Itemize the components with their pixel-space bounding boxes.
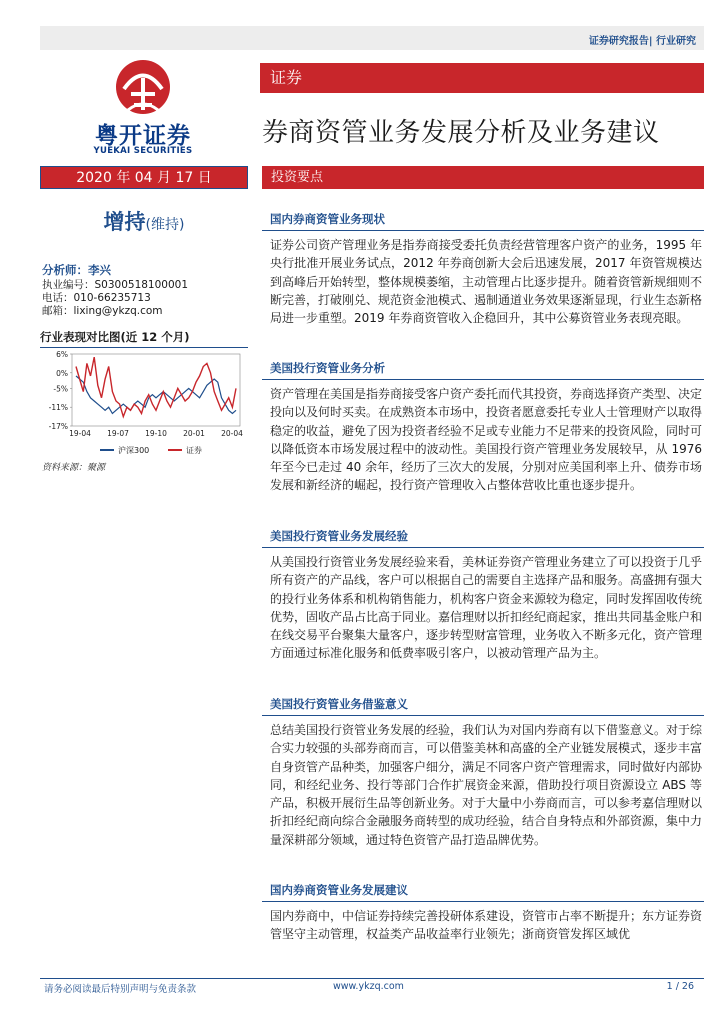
performance-chart-svg (40, 346, 248, 458)
legend-label-securities: 证券 (186, 446, 202, 455)
logo-chinese-name: 粤开证券 (95, 123, 191, 149)
section-heading-domestic-advice: 国内券商资管业务发展建议 (262, 882, 704, 902)
performance-chart (40, 346, 248, 462)
sector-tag: 证券 (260, 63, 704, 93)
report-type-breadcrumb: 证券研究报告| 行业研究 (588, 36, 696, 47)
chart-plot-frame (72, 354, 240, 426)
performance-chart-title: 行业表现对比图(近 12 个月) (40, 329, 248, 348)
y-tick-label: -17% (48, 422, 68, 431)
report-date: 2020 年 04 月 17 日 (40, 166, 248, 189)
x-tick-label: 19-07 (107, 429, 129, 438)
analyst-email: 邮箱：lixing@ykzq.com (42, 305, 163, 317)
investment-summary-label: 投资要点 (262, 166, 704, 189)
section-heading-domestic-status: 国内券商资管业务现状 (262, 211, 704, 231)
y-tick-label: -11% (48, 403, 68, 413)
rating-main: 增持 (103, 210, 146, 234)
chart-source: 资料来源：聚源 (42, 463, 106, 473)
footer-divider (40, 978, 704, 979)
section-body-domestic-status: 证券公司资产管理业务是指券商接受委托负责经营管理客户资产的业务，1995 年央行批准开展业务试点，2012 年券商创新大会后迅速发展，2017 年资管规模达到高峰后开始转型，整体规模萎缩，主动管理占比逐步提升。随着资管新规细则不断完善，打破刚兑、规范资金池模式、遏制通道业务效果逐渐显现，行业生态新格局进一步重塑。2019 年券商资管收入企稳回升，其中公募资管业务表现亮眼。 (270, 238, 703, 326)
section-heading-us-experience: 美国投行资管业务发展经验 (262, 528, 704, 548)
y-tick-label: 6% (56, 350, 68, 359)
analyst-phone: 电话：010-66235713 (42, 292, 151, 304)
logo-english-name: YUEKAI SECURITIES (93, 146, 193, 156)
rating-block (40, 206, 248, 236)
section-body-us-lessons: 总结美国投行资管业务发展的经验，我们认为对国内券商有以下借鉴意义。对于综合实力较强的头部券商而言，可以借鉴美林和高盛的全产业链发展模式，逐步丰富自身资管产品种类，加强客户细分，满足不同客户资产管理需求，同时做好内部协同，和经纪业务、投行等部门合作扩展资金来源，借助投行项目资源设立 ABS 等产品，积极开展衍生品等创新业务。对于大量中小券商而言，可以参考嘉信理财以折扣经纪商向综合金融服务商转型的成功经验，结合自身特点和外部资源，集中力量深耕部分领域，通过特色资管产品打造品牌优势。 (270, 723, 703, 847)
top-header-bar (40, 26, 704, 50)
section-heading-us-lessons: 美国投行资管业务借鉴意义 (262, 696, 704, 716)
section-body-domestic-advice: 国内券商中，中信证券持续完善投研体系建设，资管市占率不断提升；东方证券资管坚守主动管理，权益类产品收益率行业领先；浙商资管发挥区域优 (270, 909, 702, 942)
y-tick-label: 0% (56, 368, 68, 378)
section-body-us-analysis: 资产管理在美国是指券商接受客户资产委托而代其投资，券商选择资产类型、决定投向以及何时买卖。在成熟资本市场中，投资者愿意委托专业人士管理财产以取得稳定的收益，避免了因为投资者经验不足或专业能力不足带来的投资风险，同时可以降低资本市场发展过程中的波动性。美国投行资产管理业务发展较早，从 1976 年至今已走过 40 余年，经历了三次大的发展，分别对应美国利率上升、债券市场发展和新经济的崛起，投行资产管理收入占整体营收比重也逐步提升。 (270, 387, 703, 493)
footer-website: www.ykzq.com (333, 981, 404, 992)
x-tick-label: 19-04 (69, 429, 91, 438)
section-body-us-experience: 从美国投行资管业务发展经验来看，美林证券资产管理业务建立了可以投资于几乎所有资产的产品线，客户可以根据自己的需要自主选择产品和服务。高盛拥有强大的投行业务体系和机构销售能力，机构客户资金来源较为稳定，同时发挥固收传统优势，固收产品占比高于同业。嘉信理财以折扣经纪商起家，推出共同基金账户和在线交易平台聚集大量客户，逐步转型财富管理，业务收入不断多元化，资产管理方面通过标准化服务和低费率吸引客户，以被动管理产品为主。 (270, 555, 703, 661)
x-tick-label: 19-10 (145, 429, 167, 438)
footer-page-number: 1 / 26 (666, 981, 694, 992)
series-line-securities (76, 357, 236, 417)
analyst-info (42, 264, 188, 318)
company-logo (78, 58, 208, 158)
footer-disclaimer: 请务必阅读最后特别声明与免责条款 (44, 984, 197, 995)
analyst-name: 分析师：李兴 (42, 263, 111, 277)
legend-label-hs300: 沪深300 (118, 446, 150, 455)
x-tick-label: 20-04 (221, 429, 243, 438)
logo-emblem-icon (114, 58, 172, 116)
y-tick-label: -5% (53, 384, 68, 394)
analyst-license: 执业编号：S0300518100001 (42, 279, 189, 291)
rating-note: (维持) (145, 217, 185, 233)
x-tick-label: 20-01 (183, 429, 205, 438)
report-title: 券商资管业务发展分析及业务建议 (262, 118, 660, 148)
section-heading-us-analysis: 美国投行资管业务分析 (262, 360, 704, 380)
